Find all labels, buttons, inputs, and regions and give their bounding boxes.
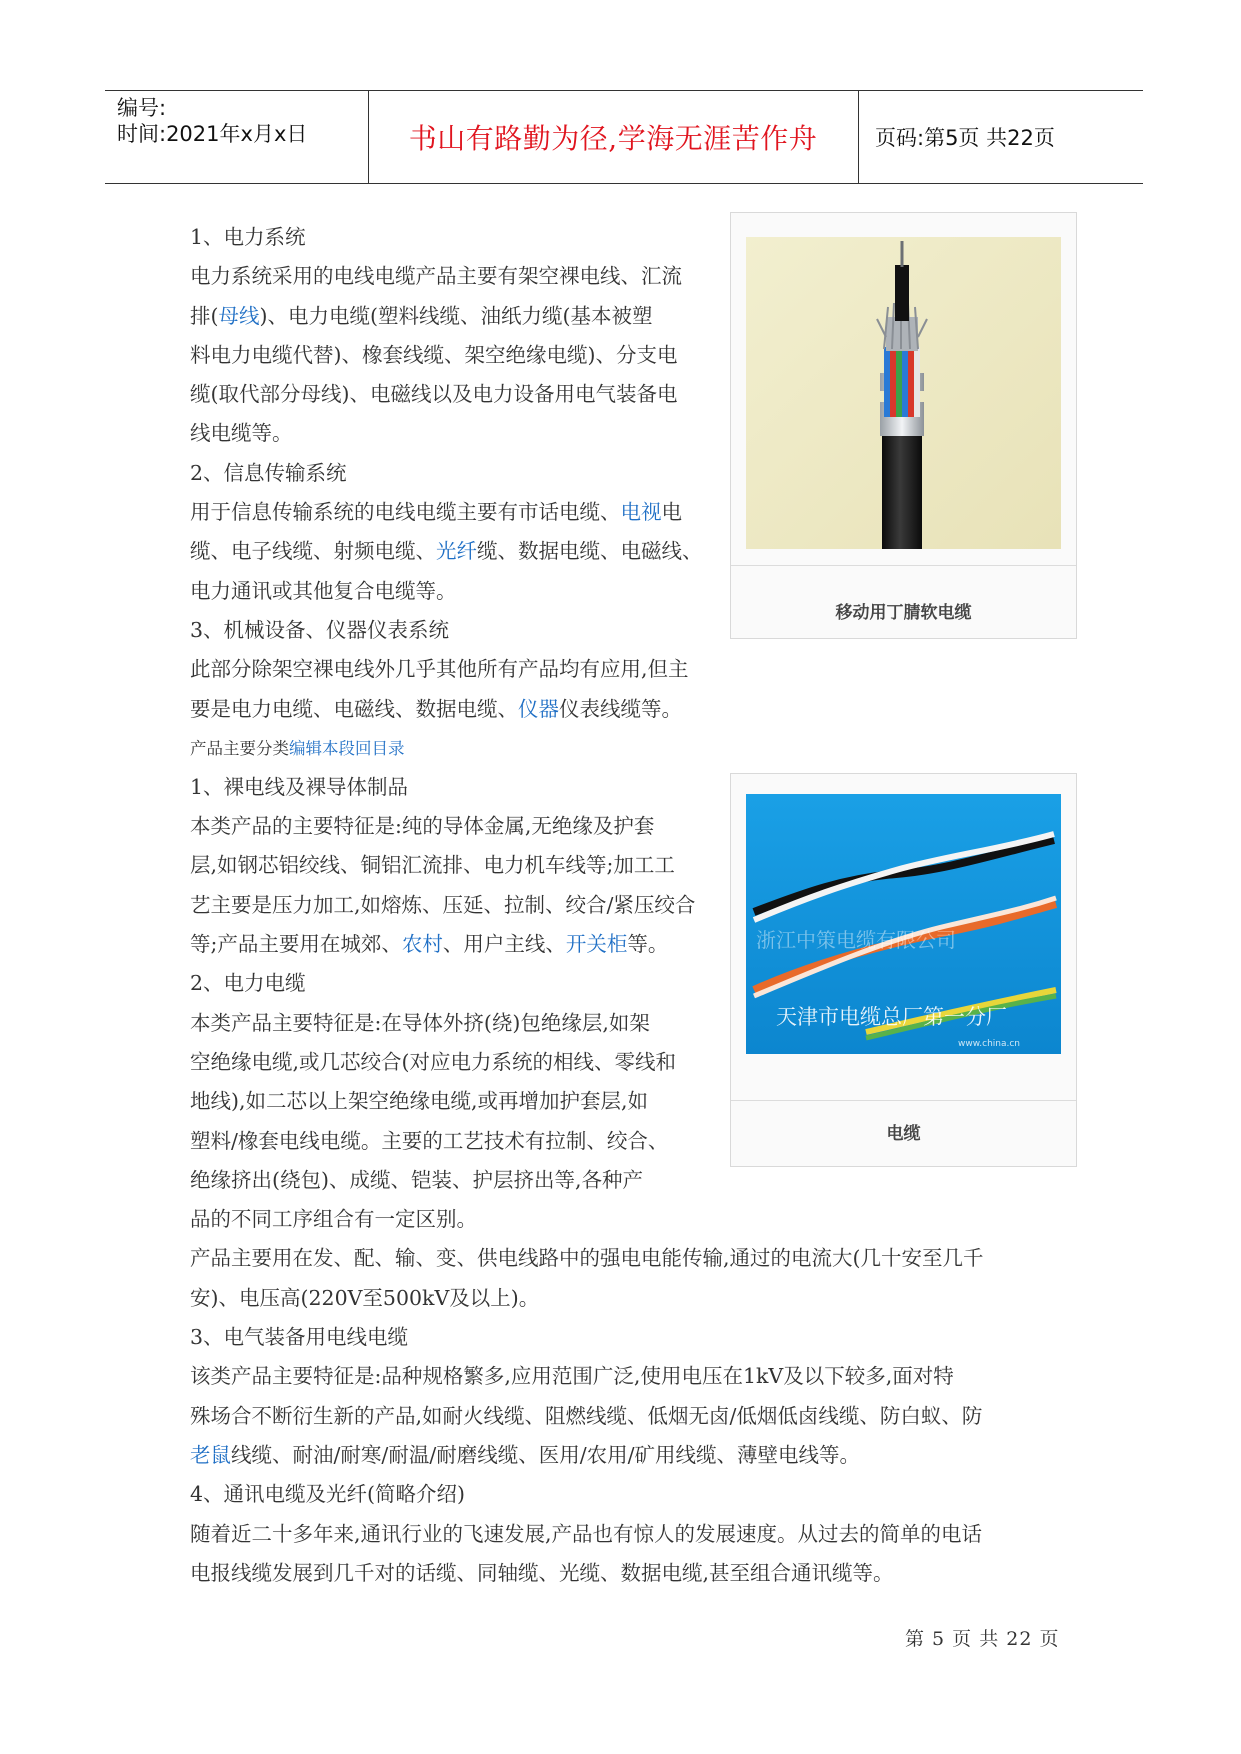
page-header bbox=[105, 90, 1143, 184]
figure-nitrile-cable bbox=[730, 212, 1077, 639]
heading-machinery: 3、机械设备、仪器仪表系统 bbox=[190, 617, 450, 642]
heading-equipment-wire: 3、电气装备用电线电缆 bbox=[190, 1325, 409, 1350]
link-switchgear[interactable]: 开关柜 bbox=[565, 932, 628, 957]
header-divider-right bbox=[858, 91, 859, 183]
link-mouse[interactable]: 老鼠 bbox=[190, 1442, 231, 1467]
link-tv[interactable]: 电视 bbox=[620, 500, 662, 525]
watermark-url: www.china.cn bbox=[958, 1039, 1021, 1049]
figure-cable bbox=[730, 773, 1077, 1167]
paragraph-equipment-wire: 该类产品主要特征是:品种规格繁多,应用范围广泛,使用电压在1kV及以下较多,面对特 殊场合不断衍生新的产品,如耐火线缆、阻燃线缆、低烟无卤/低烟低卤线缆、防白蚁、防 老鼠线缆、耐油/耐寒/耐温/耐磨线缆、医用/农用/矿用线缆、薄壁电线等。 bbox=[190, 1364, 983, 1467]
watermark-factory: 天津市电缆总厂第一分厂 bbox=[776, 1005, 1007, 1029]
heading-info-transmission: 2、信息传输系统 bbox=[190, 460, 347, 485]
figure-caption: 移动用丁腈软电缆 bbox=[835, 603, 972, 623]
paragraph-power-cable-usage: 产品主要用在发、配、输、变、供电线路中的强电电能传输,通过的电流大(几十安至几千 安)、电压高(220V至500kV及以上)。 bbox=[190, 1246, 984, 1310]
paragraph-communication-cable: 随着近二十多年来,通讯行业的飞速发展,产品也有惊人的发展速度。从过去的简单的电话 电报线缆发展到几千对的话缆、同轴缆、光缆、数据电缆,甚至组合通讯缆等。 bbox=[190, 1521, 983, 1585]
document-time: 时间:2021年x月x日 bbox=[117, 122, 308, 146]
header-page-number: 页码:第5页 共22页 bbox=[875, 126, 1055, 150]
figure-caption: 电缆 bbox=[886, 1124, 921, 1144]
paragraph-power-system: 电力系统采用的电线电缆产品主要有架空裸电线、汇流 排(母线)、电力电缆(塑料线缆、油纸力缆(基本被塑 料电力电缆代替)、橡套线缆、架空绝缘电缆)、分支电 缆(取代部分母线)、电磁线以及电力设备用电气装备电 线电缆等。 bbox=[190, 264, 682, 446]
heading-power-system: 1、电力系统 bbox=[190, 225, 306, 249]
nitrile-cable-image bbox=[746, 237, 1061, 549]
link-rural[interactable]: 农村 bbox=[401, 932, 443, 957]
page-footer: 第 5 页 共 22 页 bbox=[905, 1628, 1060, 1650]
paragraph-bare-wire: 本类产品的主要特征是:纯的导体金属,无绝缘及护套 层,如钢芯铝绞线、铜铝汇流排、电力机车线等;加工工 艺主要是压力加工,如熔炼、压延、拉制、绞合/紧压绞合 等;产品主要用在城郊、农村、用户主线、开关柜等。 bbox=[190, 814, 696, 957]
header-motto: 书山有路勤为径,学海无涯苦作舟 bbox=[408, 122, 818, 155]
figure-separator bbox=[731, 565, 1076, 566]
heading-communication-cable: 4、通讯电缆及光纤(简略介绍) bbox=[190, 1482, 466, 1507]
link-busbar[interactable]: 母线 bbox=[218, 303, 260, 328]
section-heading-classification: 产品主要分类编辑本段回目录 bbox=[190, 738, 405, 758]
header-meta bbox=[117, 91, 367, 183]
cable-image bbox=[746, 794, 1061, 1054]
paragraph-machinery: 此部分除架空裸电线外几乎其他所有产品均有应用,但主 要是电力电缆、电磁线、数据电缆、仪器仪表线缆等。 bbox=[190, 657, 689, 721]
paragraph-info-transmission: 用于信息传输系统的电线电缆主要有市话电缆、电视电 缆、电子线缆、射频电缆、光纤缆、数据电缆、电磁线、 电力通讯或其他复合电缆等。 bbox=[190, 500, 703, 603]
link-fiber[interactable]: 光纤 bbox=[436, 539, 477, 564]
link-edit-section[interactable]: 编辑本段回目录 bbox=[289, 738, 405, 758]
link-instrument[interactable]: 仪器 bbox=[518, 696, 559, 721]
paragraph-power-cable: 本类产品主要特征是:在导体外挤(绕)包绝缘层,如架 空绝缘电缆,或几芯绞合(对应电力系统的相线、零线和 地线),如二芯以上架空绝缘电缆,或再增加护套层,如 塑料/橡套电线电缆。主要的工艺技术有拉制、绞合、 绝缘挤出(绕包)、成缆、铠装、护层挤出等,各种产 品的不同工序组合有一定区别。 bbox=[190, 1010, 677, 1232]
heading-bare-wire: 1、裸电线及裸导体制品 bbox=[190, 774, 409, 799]
document-number: 编号: bbox=[117, 96, 167, 120]
heading-power-cable: 2、电力电缆 bbox=[190, 971, 306, 996]
figure-separator bbox=[731, 1100, 1076, 1101]
watermark-company: 浙江中策电缆有限公司 bbox=[756, 928, 956, 952]
